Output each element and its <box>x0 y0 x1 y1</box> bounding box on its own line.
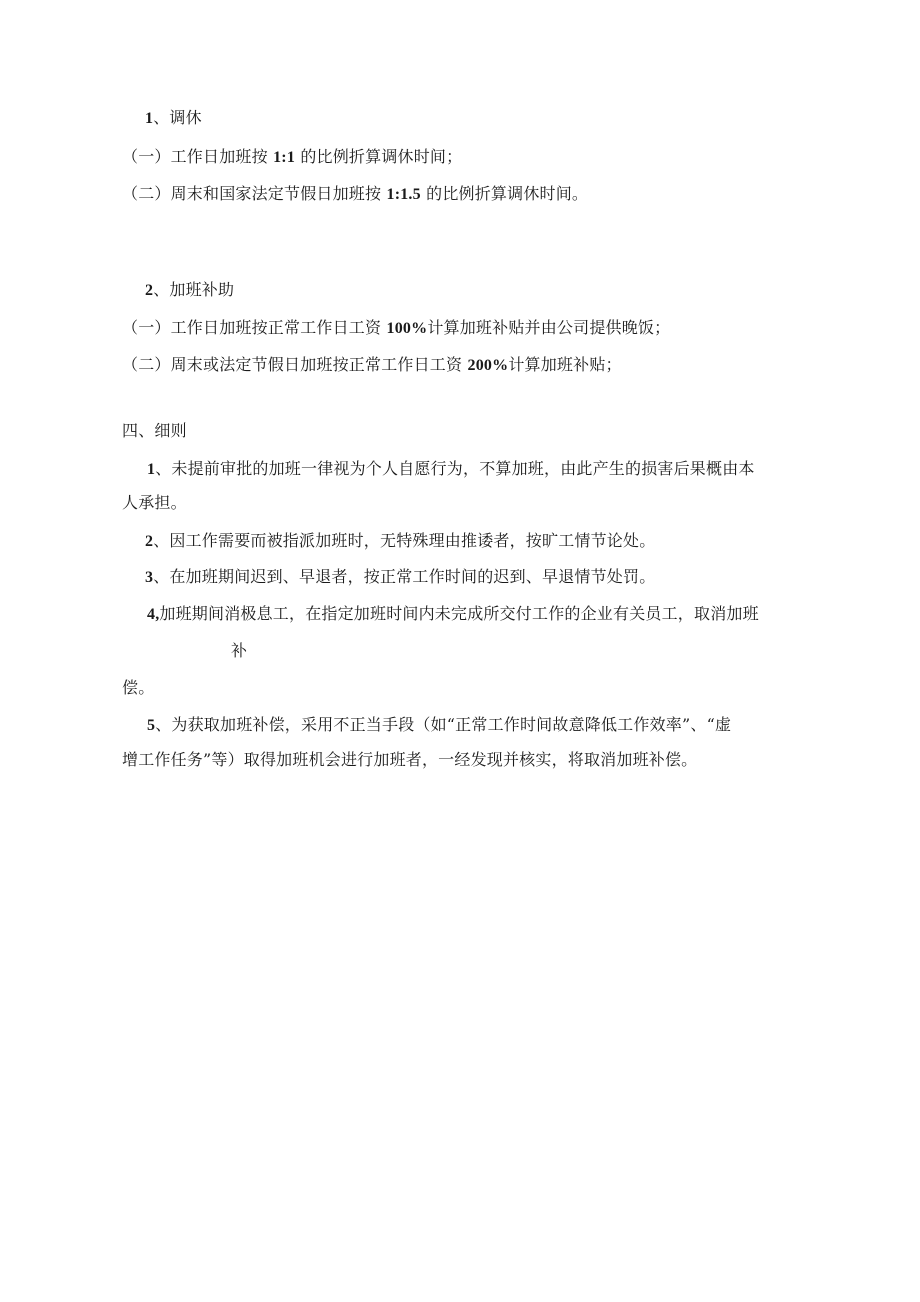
item-percent: 100% <box>386 320 428 337</box>
rule-1-line-1 <box>147 459 755 480</box>
item-percent: 200% <box>467 357 509 374</box>
rule-number: 4, <box>147 606 160 623</box>
item-ratio: 1:1 <box>273 149 296 166</box>
item-text: 的比例折算调休时间。 <box>420 184 589 203</box>
section-1-heading <box>145 108 202 129</box>
rule-number: 5 <box>147 717 156 734</box>
section-4-heading: 四、细则 <box>122 421 187 440</box>
rule-number: 2 <box>145 533 154 550</box>
section-1-number: 1 <box>145 110 154 127</box>
rule-4-line-3: 偿。 <box>122 678 155 697</box>
item-text: 计算加班补贴； <box>508 355 622 374</box>
item-text: 计算加班补贴并由公司提供晚饭； <box>427 318 671 337</box>
rule-4-line-2: 补 <box>231 641 248 660</box>
rule-5-line-2: 增工作任务”等）取得加班机会进行加班者，一经发现并核实，将取消加班补偿。 <box>122 750 698 769</box>
rule-5-line-1 <box>147 715 731 736</box>
rule-text: 、为获取加班补偿，采用不正当手段（如“正常工作时间故意降低工作效率”、“虚 <box>155 715 732 734</box>
rule-text: 、未提前审批的加班一律视为个人自愿行为，不算加班，由此产生的损害后果概由本 <box>155 459 755 478</box>
rule-number: 1 <box>147 461 156 478</box>
rule-4-line-1 <box>147 604 759 625</box>
rule-text: 、因工作需要而被指派加班时，无特殊理由推诿者，按旷工情节论处。 <box>153 531 656 550</box>
section-1-item-1 <box>122 147 462 168</box>
rule-3 <box>145 567 655 588</box>
item-text: （一）工作日加班按 <box>122 147 274 166</box>
rule-number: 3 <box>145 569 154 586</box>
section-1-title: 、调休 <box>153 108 202 127</box>
item-text: （二）周末或法定节假日加班按正常工作日工资 <box>122 355 468 374</box>
item-ratio: 1:1.5 <box>386 186 421 203</box>
section-2-number: 2 <box>145 282 154 299</box>
rule-2 <box>145 531 655 552</box>
rule-1-line-2: 人承担。 <box>122 493 187 512</box>
item-text: 的比例折算调休时间； <box>295 147 463 166</box>
section-2-item-2 <box>122 355 622 376</box>
section-2-title: 、加班补助 <box>153 280 235 299</box>
item-text: （二）周末和国家法定节假日加班按 <box>122 184 387 203</box>
rule-text: 加班期间消极息工，在指定加班时间内未完成所交付工作的企业有关员工，取消加班 <box>159 604 759 623</box>
section-2-heading <box>145 280 234 301</box>
section-2-item-1 <box>122 318 670 339</box>
section-1-item-2 <box>122 184 588 205</box>
item-text: （一）工作日加班按正常工作日工资 <box>122 318 387 337</box>
rule-text: 、在加班期间迟到、早退者，按正常工作时间的迟到、早退情节处罚。 <box>153 567 656 586</box>
